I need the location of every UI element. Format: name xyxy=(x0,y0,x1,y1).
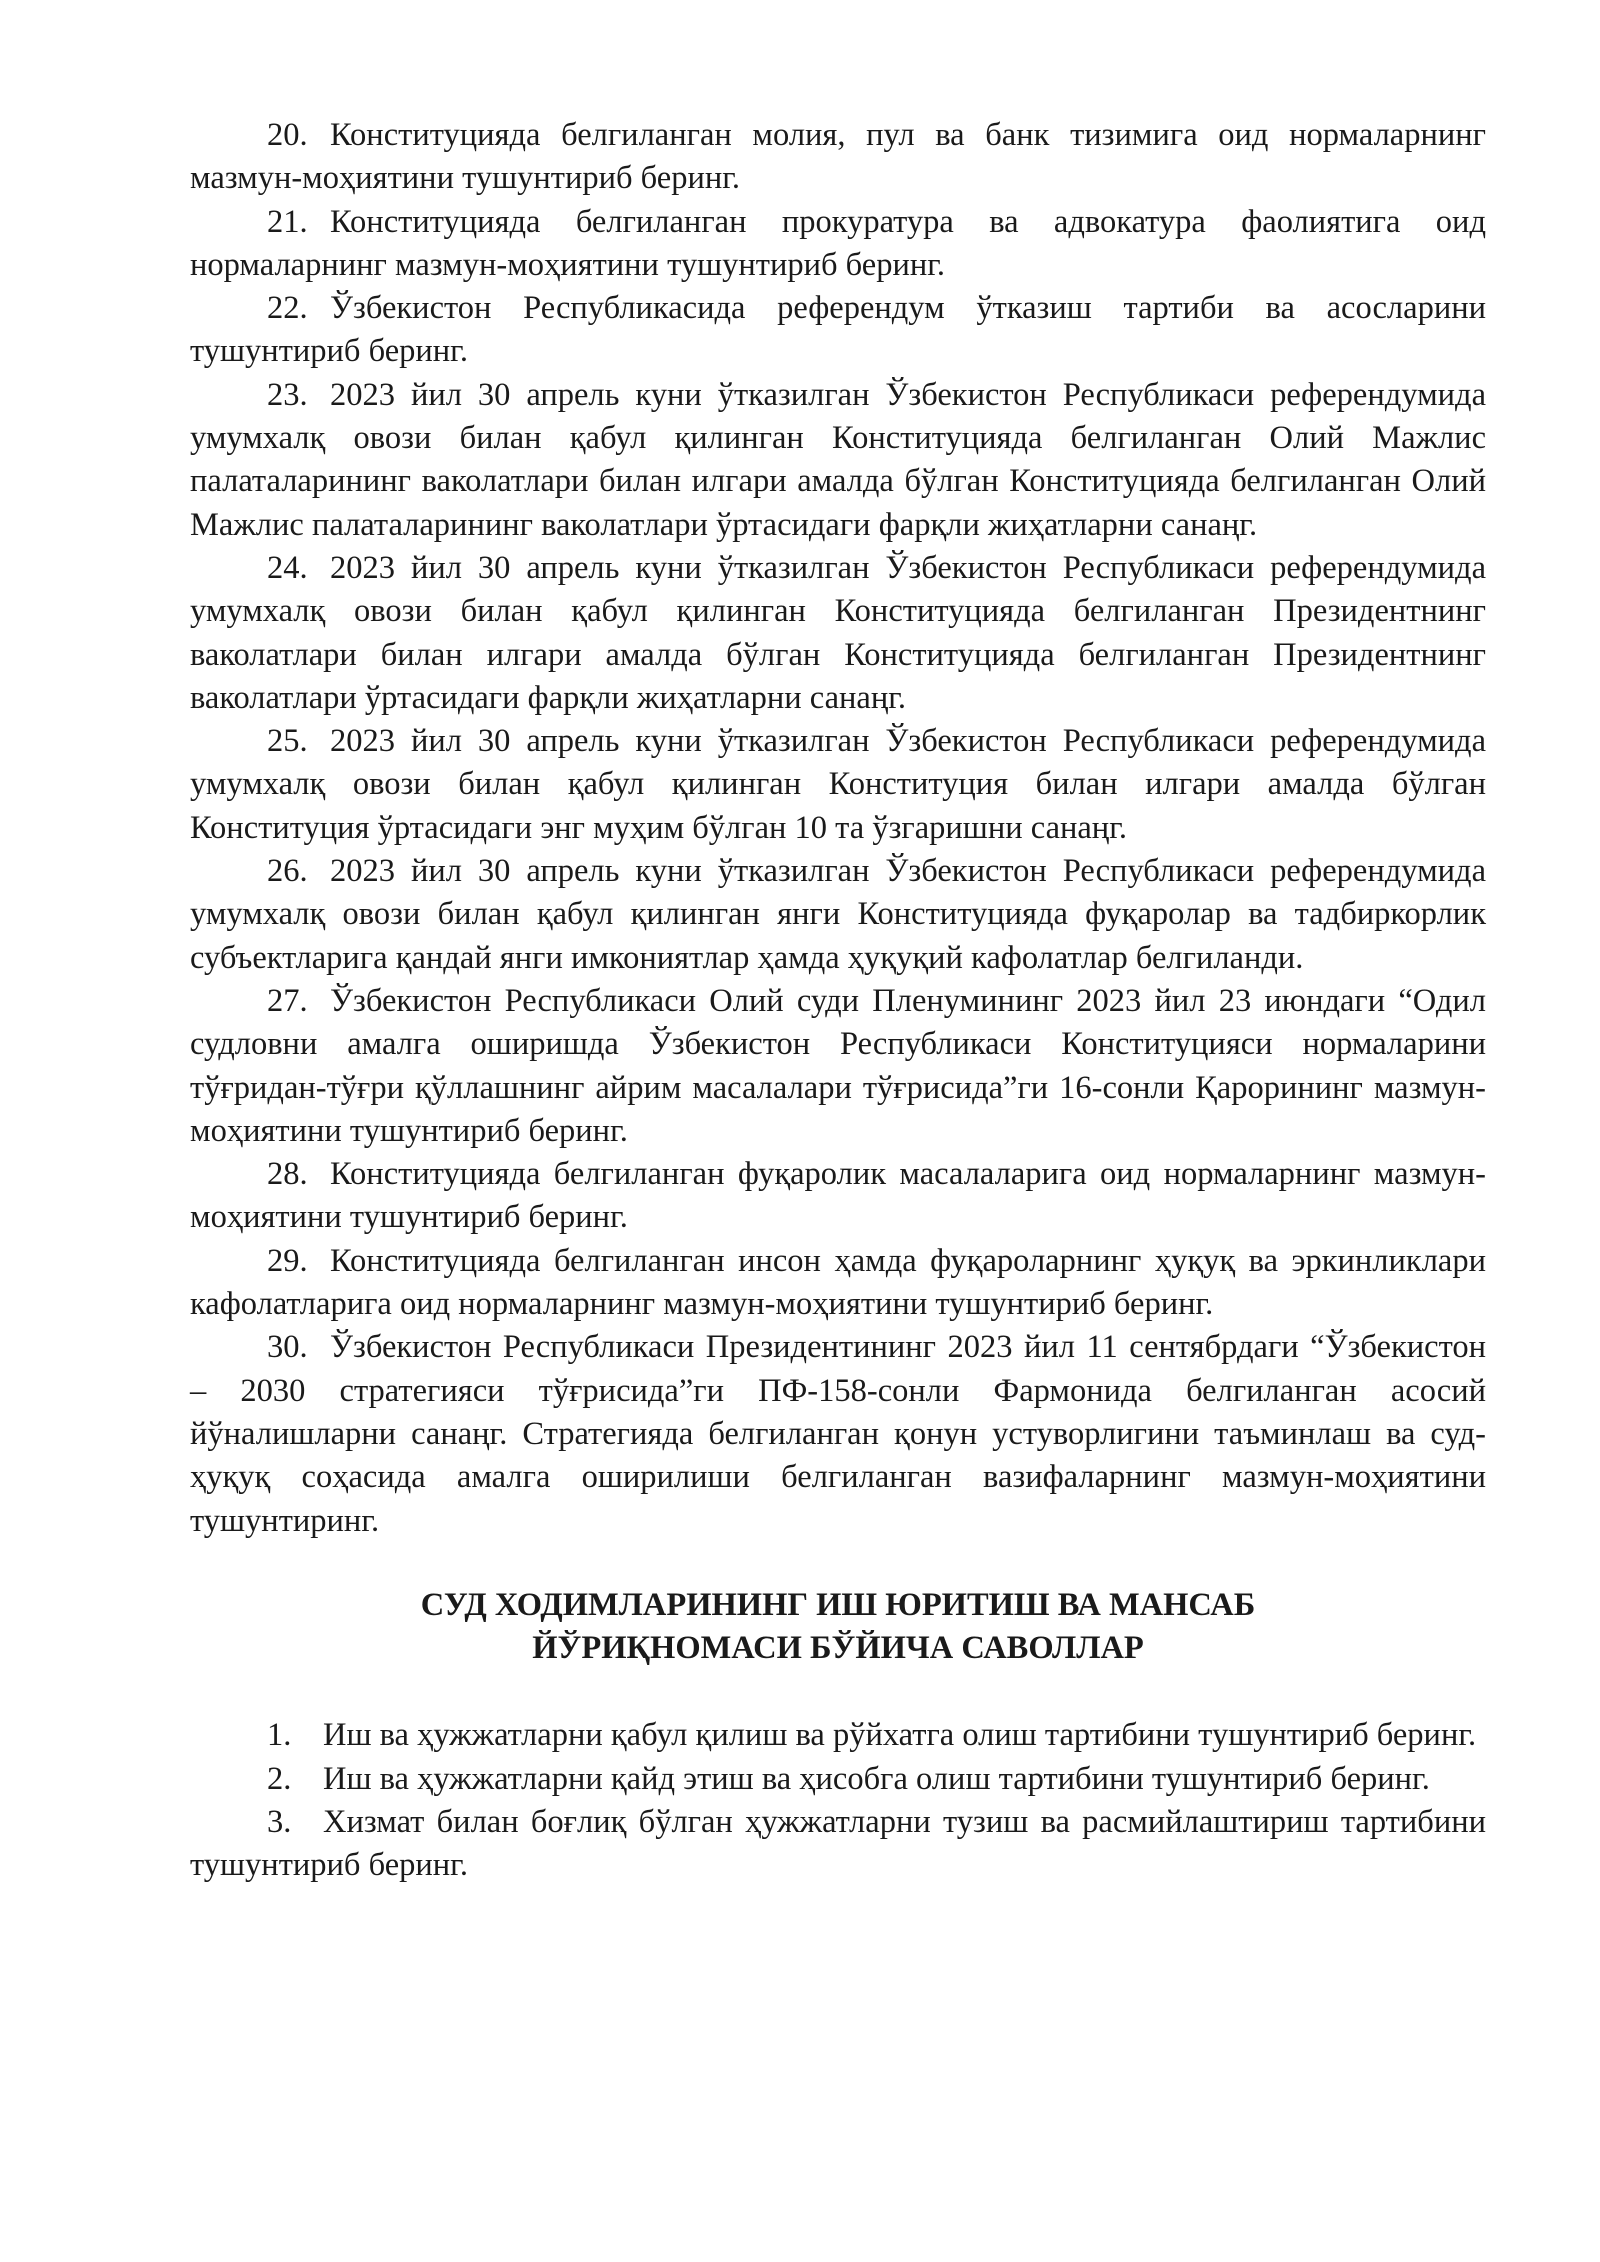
question-text: 2023 йил 30 апрель куни ўтказилган Ўзбекистон Республикаси референдумида умумхалқ овози билан қабул қилинган Конституцияда белгиланган Олий Мажлис палаталарининг ваколатлари билан илгари амалда бўлган Конституцияда белгиланган Олий Мажлис палаталарининг ваколатлари ўртасидаги фарқли жиҳатларни санаңг. xyxy=(190,376,1486,543)
question-item xyxy=(190,1153,1486,1240)
question-item xyxy=(190,547,1486,720)
question-item xyxy=(190,1714,1486,1757)
section-heading-line-2: ЙЎРИҚНОМАСИ БЎЙИЧА САВОЛЛАР xyxy=(532,1630,1144,1667)
question-text: Конституцияда белгиланган инсон ҳамда фуқароларнинг ҳуқуқ ва эркинликлари кафолатларига оид нормаларнинг мазмун-моҳиятини тушунтириб беринг. xyxy=(190,1242,1486,1323)
question-item xyxy=(190,1326,1486,1542)
question-text: Конституцияда белгиланган прокуратура ва адвокатура фаолиятига оид нормаларнинг мазмун-моҳиятини тушунтириб беринг. xyxy=(190,203,1486,283)
question-text: Ўзбекистон Республикасида референдум ўтказиш тартиби ва асосларини тушунтириб беринг. xyxy=(190,290,1486,370)
question-number: 28. xyxy=(267,1156,308,1193)
question-item xyxy=(190,114,1486,201)
question-item xyxy=(190,1240,1486,1327)
question-text: Иш ва ҳужжатларни қайд этиш ва ҳисобга олиш тартибини тушунтириб беринг. xyxy=(323,1760,1430,1797)
question-item xyxy=(190,1758,1486,1801)
question-number: 30. xyxy=(267,1329,308,1366)
question-item xyxy=(190,374,1486,547)
question-text: Иш ва ҳужжатларни қабул қилиш ва рўйхатга олиш тартибини тушунтириб беринг. xyxy=(323,1717,1477,1754)
question-number: 23. xyxy=(267,376,308,413)
question-item xyxy=(190,850,1486,980)
question-item xyxy=(190,287,1486,374)
question-number: 21. xyxy=(267,203,308,240)
section-heading-line-1: СУД ХОДИМЛАРИНИНГ ИШ ЮРИТИШ ВА МАНСАБ xyxy=(420,1586,1256,1623)
question-number: 3. xyxy=(267,1803,292,1840)
question-number: 27. xyxy=(267,982,308,1019)
question-number: 24. xyxy=(267,549,308,586)
document-page xyxy=(190,114,1486,1888)
question-text: 2023 йил 30 апрель куни ўтказилган Ўзбекистон Республикаси референдумида умумхалқ овози билан қабул қилинган Конституцияда белгиланган Президентнинг ваколатлари билан илгари амалда бўлган Конституцияда белгиланган Президентнинг ваколатлари ўртасидаги фарқли жиҳатларни санаңг. xyxy=(190,549,1486,716)
question-text: Ўзбекистон Республикаси Президентининг 2023 йил 11 сентябрдаги “Ўзбекистон – 2030 стратегияси тўғрисида”ги ПФ-158-сонли Фармонида белгиланган асосий йўналишларни санаңг. Стратегияда белгиланган қонун устуворлигини таъминлаш ва суд-ҳуқуқ соҳасида амалга оширилиши белгиланган вазифаларнинг мазмун-моҳиятини тушунтиринг. xyxy=(190,1329,1486,1539)
question-text: Конституцияда белгиланган фуқаролик масалаларига оид нормаларнинг мазмун-моҳиятини тушунтириб беринг. xyxy=(190,1156,1486,1236)
question-number: 2. xyxy=(267,1760,292,1797)
question-number: 25. xyxy=(267,723,308,760)
question-item xyxy=(190,980,1486,1153)
question-item xyxy=(190,201,1486,288)
question-item xyxy=(190,1801,1486,1888)
question-text: Хизмат билан боғлиқ бўлган ҳужжатларни тузиш ва расмийлаштириш тартибини тушунтириб беринг. xyxy=(190,1803,1486,1884)
question-number: 1. xyxy=(267,1717,292,1754)
question-number: 22. xyxy=(267,290,308,327)
question-item xyxy=(190,720,1486,850)
question-text: 2023 йил 30 апрель куни ўтказилган Ўзбекистон Республикаси референдумида умумхалқ овози билан қабул қилинган янги Конституцияда фуқаролар ва тадбиркорлик субъектларига қандай янги имкониятлар ҳамда ҳуқуқий кафолатлар белгиланди. xyxy=(190,853,1486,976)
question-text: Ўзбекистон Республикаси Олий суди Пленумининг 2023 йил 23 июндаги “Одил судловни амалга оширишда Ўзбекистон Республикаси Конституцияси нормаларини тўғридан-тўғри қўллашнинг айрим масалалари тўғрисида”ги 16-сонли Қарорининг мазмун-моҳиятини тушунтириб беринг. xyxy=(190,982,1486,1149)
section-heading xyxy=(190,1584,1486,1671)
question-text: Конституцияда белгиланган молия, пул ва банк тизимига оид нормаларнинг мазмун-моҳиятини тушунтириб беринг. xyxy=(190,117,1486,197)
section-question-list xyxy=(190,1714,1486,1887)
question-number: 20. xyxy=(267,117,308,153)
question-number: 26. xyxy=(267,853,308,890)
question-number: 29. xyxy=(267,1242,308,1279)
question-text: 2023 йил 30 апрель куни ўтказилган Ўзбекистон Республикаси референдумида умумхалқ овози билан қабул қилинган Конституция билан илгари амалда бўлган Конституция ўртасидаги энг муҳим бўлган 10 та ўзгаришни санаңг. xyxy=(190,723,1486,846)
